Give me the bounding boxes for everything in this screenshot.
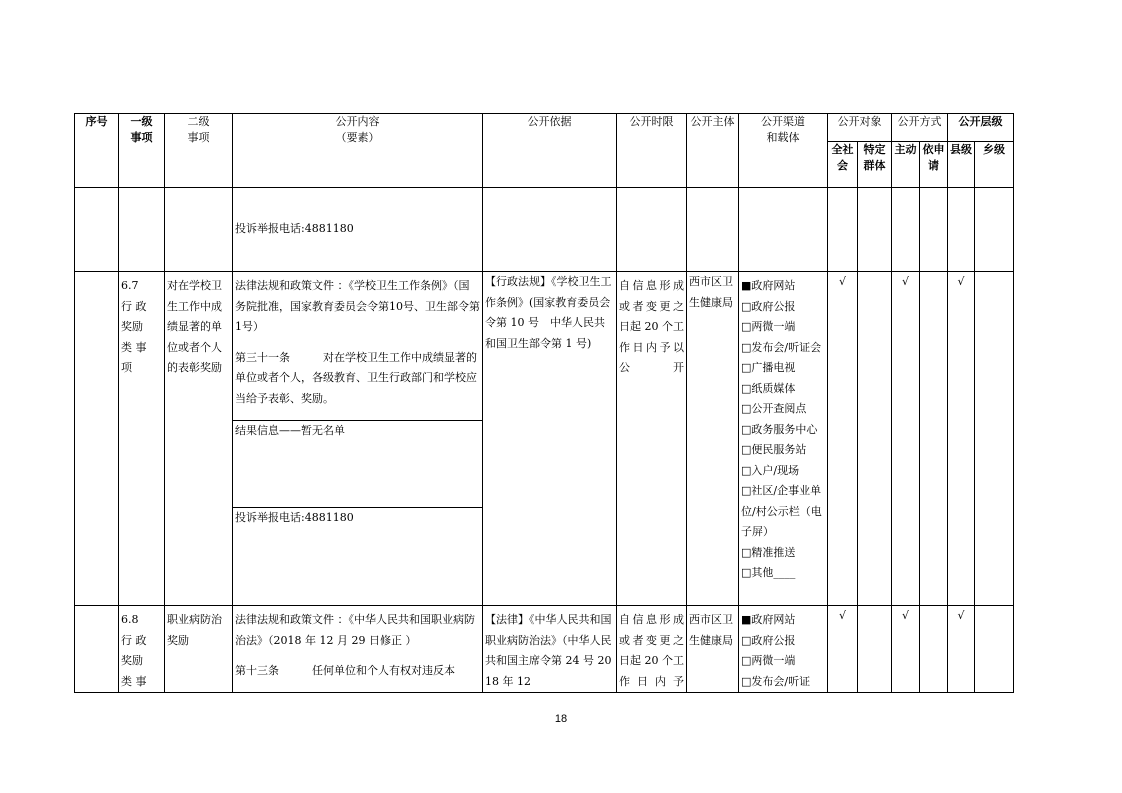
header-time-limit: 公开时限 (617, 114, 687, 188)
channel-item: □两微一端 (741, 320, 796, 333)
channel-item: ■政府网站 (741, 613, 796, 626)
channel-item: □社区/企事业单位/村公示栏（电子屏） (741, 484, 822, 538)
row-6-8-law-title: 法律法规和政策文件 ：《中华人民共和国职业病防治法》（2018 年 12 月 29 日修正 ） (235, 613, 475, 647)
channel-item: □发布会/听证 (741, 674, 811, 688)
continuation-row (75, 188, 1014, 272)
row-6-8 (75, 606, 1014, 693)
row-6-7-township (975, 272, 1014, 606)
channel-item: ■政府网站 (741, 279, 796, 292)
header-subject: 公开主体 (687, 114, 739, 188)
row-6-7-level1: 6.7 行 政 奖励 类 事 项 (119, 272, 165, 606)
row-6-7-active: √ (892, 272, 920, 606)
row-6-7-content-law (233, 272, 483, 421)
row-6-8-subject: 西市区卫生健康局 (687, 606, 739, 693)
row-6-8-time-limit: 自信息形成或者变更之日起 20 个工作日内予 (617, 606, 687, 693)
row-6-7-all-society: √ (828, 272, 858, 606)
channel-item: □公开查阅点 (741, 402, 807, 415)
row-6-8-level2: 职业病防治奖励 (165, 606, 233, 693)
row-6-8-all-society: √ (828, 606, 858, 693)
channel-item: □便民服务站 (741, 443, 807, 456)
row-6-8-specific-group (858, 606, 892, 693)
row-6-7-specific-group (858, 272, 892, 606)
channel-item: □入户/现场 (741, 463, 800, 477)
header-county: 县级 (948, 142, 975, 188)
row-6-7-time-limit: 自信息形成或者变更之日起 20 个工作日内予以公开 (617, 272, 687, 606)
row-6-8-county: √ (948, 606, 975, 693)
page-number: 18 (554, 713, 568, 725)
row-6-8-active: √ (892, 606, 920, 693)
header-township: 乡级 (975, 142, 1014, 188)
row-6-7-result-info: 结果信息——暂无名单 (233, 421, 483, 508)
row-6-8-content (233, 606, 483, 693)
row-6-8-level1: 6.8 行 政 奖励 类 事 (119, 606, 165, 693)
channel-item: □政府公报 (741, 633, 796, 647)
row-6-8-law-article: 第十三条 任何单位和个人有权对违反本 (235, 664, 455, 677)
row-6-7-channels (739, 272, 828, 606)
row-6-7-county: √ (948, 272, 975, 606)
row-6-8-channels (739, 606, 828, 693)
header-method-group: 公开方式 (892, 114, 948, 142)
header-specific-group: 特定 群体 (858, 142, 892, 188)
header-active: 主动 (892, 142, 920, 188)
continuation-complaint: 投诉举报电话:4881180 (233, 188, 483, 272)
channel-item: □其他____ (741, 566, 796, 579)
disclosure-table (74, 113, 1014, 693)
row-6-8-basis: 【法律】《中华人民共和国职业病防治法》（中华人民共和国主席令第 24 号 2018 年 12 (483, 606, 617, 693)
row-6-7-subject: 西市区卫生健康局 (687, 272, 739, 606)
channel-item: □两微一端 (741, 654, 796, 667)
channel-item: □精准推送 (741, 545, 796, 559)
channel-item: □纸质媒体 (741, 381, 796, 395)
row-6-8-on-request (920, 606, 948, 693)
row-6-7-law-title: 法律法规和政策文件 ：《学校卫生工作条例》（国务院批准，国家教育委员会令第10号、卫生部令第1号） (235, 279, 480, 333)
channel-item: □广播电视 (741, 361, 796, 374)
header-level1: 一级 事项 (119, 114, 165, 188)
header-content: 公开内容 （要素） (233, 114, 483, 188)
header-row-1 (75, 114, 1014, 142)
channel-item: □政府公报 (741, 299, 796, 313)
header-level-group: 公开层级 (948, 114, 1014, 142)
header-basis: 公开依据 (483, 114, 617, 188)
header-target-group: 公开对象 (828, 114, 892, 142)
row-6-7-on-request (920, 272, 948, 606)
header-level2: 二级 事项 (165, 114, 233, 188)
channel-item: □政务服务中心 (741, 422, 818, 436)
channel-item: □发布会/听证会 (741, 340, 822, 354)
row-6-7-complaint-phone: 投诉举报电话:4881180 (233, 508, 483, 606)
header-seq: 序号 (75, 114, 119, 188)
row-6-7-basis: 【行政法规】《学校卫生工作条例》(国家教育委员会令第 10 号 中华人民共和国卫生部令第 1 号) (483, 272, 617, 606)
header-channel: 公开渠道 和载体 (739, 114, 828, 188)
row-6-7-law (75, 272, 1014, 421)
row-6-7-level2: 对在学校卫生工作中成绩显著的单位或者个人的表彰奖励 (165, 272, 233, 606)
row-6-8-township (975, 606, 1014, 693)
header-all-society: 全社 会 (828, 142, 858, 188)
row-6-7-law-article: 第三十一条 对在学校卫生工作中成绩显著的单位或者个人，各级教育、卫生行政部门和学校应当给予表彰、奖励。 (235, 350, 477, 405)
header-on-request: 依申 请 (920, 142, 948, 188)
